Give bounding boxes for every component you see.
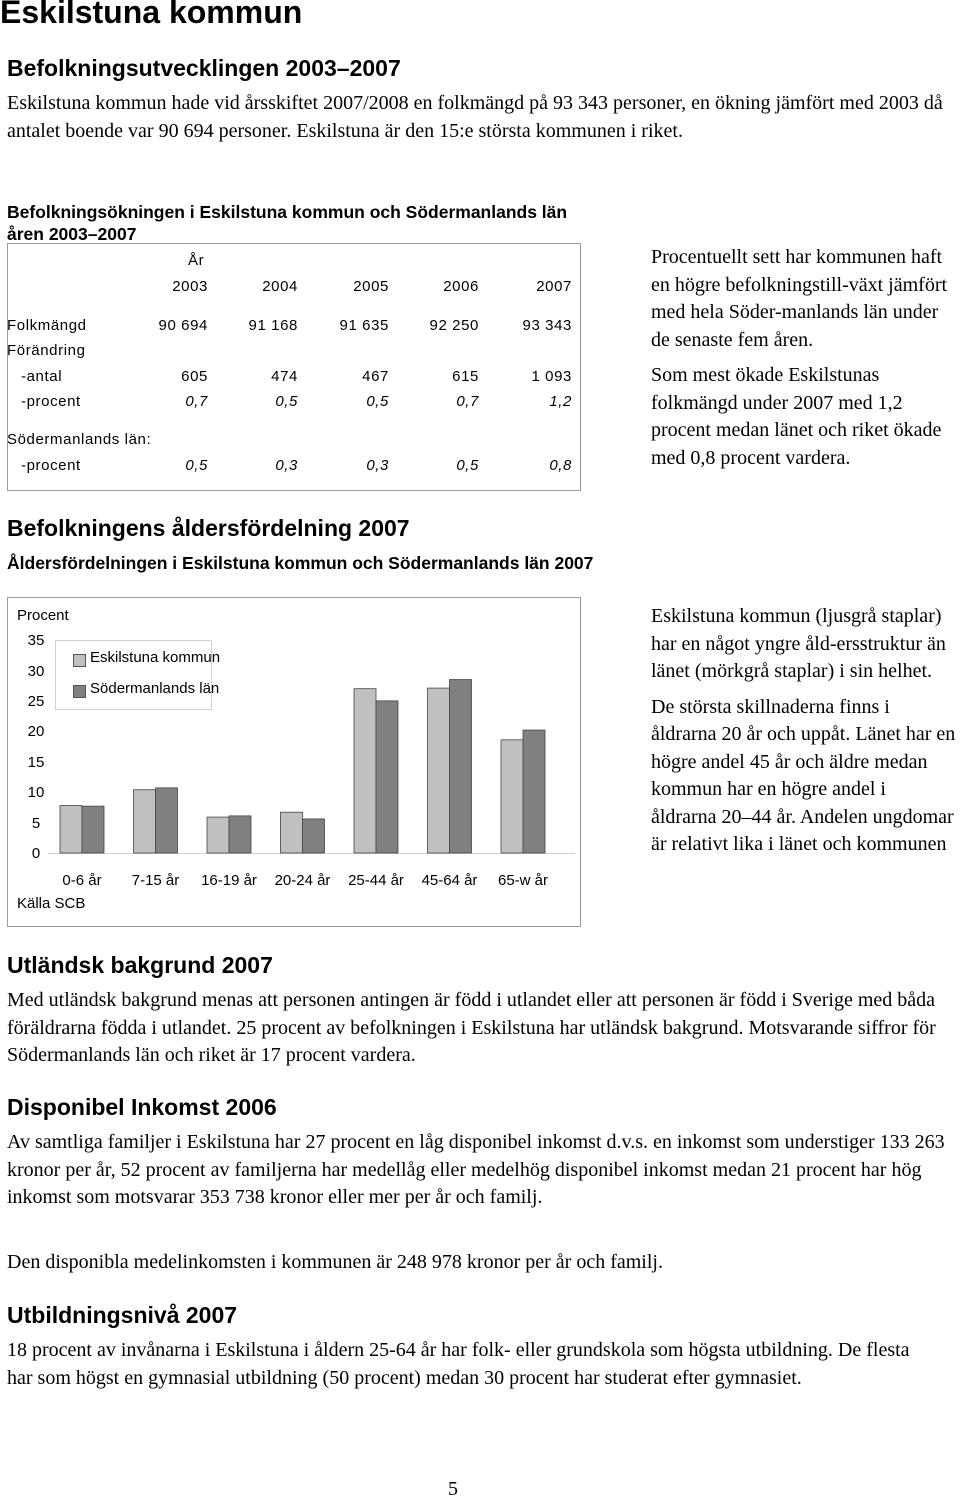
table-cell: 0,8 (549, 457, 572, 474)
y-tick-label: 15 (27, 754, 45, 771)
y-tick-label: 5 (31, 815, 41, 832)
legend-swatch-sodermanland (73, 685, 86, 698)
table-cell: 0,7 (456, 393, 479, 410)
table-row-label: -procent (21, 393, 81, 410)
y-axis-label: Procent (17, 607, 69, 624)
y-tick-label: 10 (27, 784, 45, 801)
table-cell: 0,5 (185, 457, 208, 474)
table-cell: 615 (452, 368, 479, 385)
income-mean-text: Den disponibla medelinkomsten i kommunen är 248 978 kronor per år och familj. (7, 1251, 663, 1273)
bar (82, 806, 104, 853)
bar (450, 680, 472, 853)
side-paragraph: Eskilstuna kommun (ljusgrå staplar) har en något yngre åld-ersstruktur än länet (mörkgrå staplar) i sin helhet. (651, 605, 946, 682)
section-heading-foreign-background: Utländsk bakgrund 2007 (7, 952, 273, 978)
year-column-header: 2005 (353, 278, 389, 295)
table-cell: 0,5 (456, 457, 479, 474)
year-column-header: 2006 (443, 278, 479, 295)
table-row-label: -antal (21, 368, 63, 385)
table-cell: 93 343 (522, 317, 572, 334)
table-cell: 474 (271, 368, 298, 385)
table-cell: 467 (362, 368, 389, 385)
legend-label-sodermanland: Södermanlands län (90, 680, 220, 697)
section-heading-population: Befolkningsutvecklingen 2003–2007 (7, 55, 401, 81)
education-text: 18 procent av invånarna i Eskilstuna i åldern 25-64 år har folk- eller grundskola som högsta utbildning. De flesta har som högst en gymnasial utbildning (50 procent) medan 30 procent har studerat efter gymnasiet. (7, 1339, 910, 1389)
bar (523, 730, 545, 853)
table-cell: 0,3 (275, 457, 298, 474)
side-paragraph: Procentuellt sett har kommunen haft en högre befolkningstill-växt jämfört med hela Söder-manlands län under de senaste fem åren. (651, 246, 948, 351)
table-row-label: Södermanlands län: (7, 431, 152, 448)
foreign-background-text: Med utländsk bakgrund menas att personen antingen är född i utlandet eller att personen är född i Sverige med båda föräldrarna födda i utlandet. 25 procent av befolkningen i Eskilstuna har utländsk bakgrund. Motsvarande siffror för Södermanlands län och riket är 17 procent vardera. (7, 989, 936, 1066)
section-heading-income: Disponibel Inkomst 2006 (7, 1094, 277, 1120)
table-cell: 92 250 (429, 317, 479, 334)
bar (501, 740, 523, 853)
page-number: 5 (448, 1478, 458, 1500)
table-row-label: Förändring (7, 342, 86, 359)
table-cell: 0,5 (366, 393, 389, 410)
x-tick-label: 0-6 år (62, 872, 102, 889)
table-cell: 90 694 (158, 317, 208, 334)
chart-title: Åldersfördelningen i Eskilstuna kommun och Södermanlands län 2007 (7, 553, 594, 573)
x-tick-label: 65-w år (497, 872, 549, 889)
bar (207, 817, 229, 853)
table-cell: 91 635 (339, 317, 389, 334)
table-row-label: Folkmängd (7, 317, 87, 334)
page-title: Eskilstuna kommun (0, 0, 303, 30)
table-cell: 1,2 (549, 393, 572, 410)
side-commentary-age (651, 603, 956, 867)
table-row-label: -procent (21, 457, 81, 474)
table-cell: 0,3 (366, 457, 389, 474)
x-tick-label: 45-64 år (421, 872, 478, 889)
bar (156, 788, 178, 853)
x-tick-label: 16-19 år (201, 872, 257, 889)
year-column-header: 2004 (262, 278, 298, 295)
bar (303, 819, 325, 853)
bar (354, 689, 376, 853)
legend-label-eskilstuna: Eskilstuna kommun (90, 649, 221, 666)
bar (134, 790, 156, 853)
x-tick-label: 25-44 år (348, 872, 404, 889)
table-cell: 605 (181, 368, 208, 385)
year-header: År (188, 252, 205, 269)
bar (229, 816, 251, 853)
side-paragraph: De största skillnaderna finns i åldrarna 20 år och uppåt. Länet har en högre andel 45 år och äldre medan kommun har en högre andel i åldrarna 20–44 år. Andelen ungdomar är relativt lika i länet och kommunen (651, 695, 956, 855)
y-tick-label: 25 (27, 693, 45, 710)
bar (428, 688, 450, 853)
table-cell: 91 168 (248, 317, 298, 334)
bar (60, 806, 82, 853)
section-heading-age: Befolkningens åldersfördelning 2007 (7, 515, 410, 541)
y-tick-label: 0 (31, 845, 41, 862)
side-paragraph: Som mest ökade Eskilstunas folkmängd under 2007 med 1,2 procent medan länet och riket ökade med 0,8 procent vardera. (651, 364, 942, 469)
y-tick-label: 35 (27, 632, 45, 649)
bar (281, 812, 303, 853)
population-intro-text: Eskilstuna kommun hade vid årsskiftet 2007/2008 en folkmängd på 93 343 personer, en ökning jämfört med 2003 då antalet boende var 90 694 personer. Eskilstuna är den 15:e största kommunen i riket. (7, 92, 943, 142)
section-heading-education: Utbildningsnivå 2007 (7, 1302, 238, 1328)
table-title: Befolkningsökningen i Eskilstuna kommun och Södermanlands län åren 2003–2007 (7, 202, 568, 244)
y-tick-label: 30 (27, 663, 45, 680)
table-cell: 0,7 (185, 393, 208, 410)
year-column-header: 2003 (172, 278, 208, 295)
bar (376, 701, 398, 853)
chart-legend (55, 640, 221, 710)
chart-source-label: Källa SCB (17, 895, 86, 912)
income-text: Av samtliga familjer i Eskilstuna har 27 procent en låg disponibel inkomst d.v.s. en inkomst som understiger 133 263 kronor per år, 52 procent av familjerna har medellåg eller medelhög disponibel inkomst medan 21 procent har hög inkomst som motsvarar 353 738 kronor eller mer per år och familj. (7, 1131, 945, 1208)
table-cell: 0,5 (275, 393, 298, 410)
year-column-header: 2007 (536, 278, 572, 295)
legend-swatch-eskilstuna (73, 654, 86, 667)
y-tick-label: 20 (27, 723, 45, 740)
x-tick-label: 7-15 år (131, 872, 180, 889)
x-tick-label: 20-24 år (274, 872, 331, 889)
table-cell: 1 093 (531, 368, 572, 385)
